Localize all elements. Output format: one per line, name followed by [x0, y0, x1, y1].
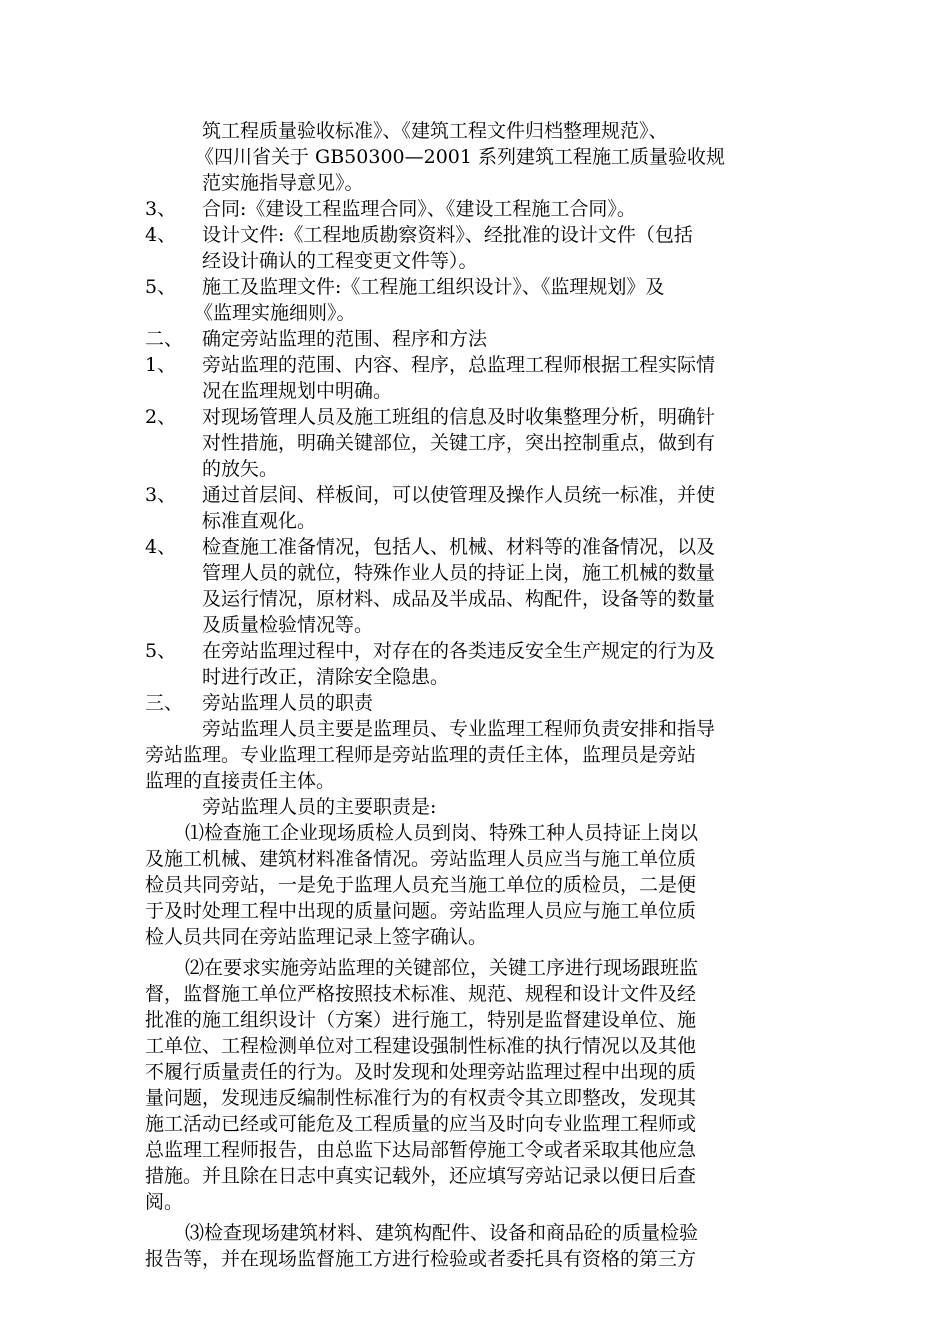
text-line: 施工活动已经或可能危及工程质量的应当及时向专业监理工程师或 [145, 1113, 697, 1135]
item-text: 经设计确认的工程变更文件等）。 [202, 250, 478, 272]
section-number: 二、 [145, 328, 184, 350]
text-line: ⑶检查现场建筑材料、建筑构配件、设备和商品砼的质量检验 [185, 1222, 699, 1244]
text-line: 旁站监理。专业监理工程师是旁站监理的责任主体，监理员是旁站 [145, 744, 697, 766]
text-line: 于及时处理工程中出现的质量问题。旁站监理人员应与施工单位质 [145, 900, 697, 922]
list-item [145, 222, 807, 274]
text-line: 检人员共同在旁站监理记录上签字确认。 [145, 926, 488, 948]
text-line: 监理的直接责任主体。 [145, 770, 336, 792]
text-line: 旁站监理人员的主要职责是: [202, 796, 437, 818]
item-text: 及运行情况，原材料、成品及半成品、构配件，设备等的数量 [202, 588, 716, 610]
list-item [145, 196, 807, 222]
list-item [145, 352, 807, 404]
item-number: 5、 [145, 276, 177, 298]
section-number: 三、 [145, 692, 184, 714]
section-heading [145, 690, 807, 716]
item-text: 检查施工准备情况，包括人、机械、材料等的准备情况，以及 [202, 536, 716, 558]
text-line: 督，监督施工单位严格按照技术标准、规范、规程和设计文件及经 [145, 983, 697, 1005]
text-line: 检员共同旁站，一是免于监理人员充当施工单位的质检员，二是便 [145, 874, 697, 896]
list-item [145, 534, 807, 638]
text-line: 批准的施工组织设计（方案）进行施工，特别是监督建设单位、施 [145, 1009, 697, 1031]
item-text: 管理人员的就位，特殊作业人员的持证上岗，施工机械的数量 [202, 562, 716, 584]
list-item [145, 404, 807, 482]
item-number: 1、 [145, 354, 177, 376]
text-line: 工单位、工程检测单位对工程建设强制性标准的执行情况以及其他 [145, 1035, 697, 1057]
item-text: 的放矢。 [202, 458, 279, 480]
text-line: 《四川省关于 GB50300—2001 系列建筑工程施工质量验收规 [195, 146, 726, 168]
item-text: 对性措施，明确关键部位，关键工序，突出控制重点，做到有 [202, 432, 716, 454]
item-number: 4、 [145, 224, 177, 246]
paragraph-duties-heading [145, 794, 807, 820]
item-text: 设计文件:《工程地质勘察资料》、经批准的设计文件（包括 [202, 224, 693, 246]
item-text: 及质量检验情况等。 [202, 614, 374, 636]
item-text: 《监理实施细则》。 [194, 302, 356, 324]
item-number: 2、 [145, 406, 177, 428]
text-line: 阅。 [145, 1191, 184, 1213]
text-line: 量问题，发现违反编制性标准行为的有权责令其立即整改，发现其 [145, 1087, 697, 1109]
item-text: 对现场管理人员及施工班组的信息及时收集整理分析，明确针 [202, 406, 716, 428]
text-line: ⑴检查施工企业现场质检人员到岗、特殊工种人员持证上岗以 [185, 822, 699, 844]
basis-continuation [145, 118, 807, 196]
paragraph-duty-3 [145, 1220, 807, 1272]
section-title: 确定旁站监理的范围、程序和方法 [202, 328, 488, 350]
item-text: 合同:《建设工程监理合同》、《建设工程施工合同》。 [202, 198, 636, 220]
item-number: 5、 [145, 640, 177, 662]
text-line: 及施工机械、建筑材料准备情况。旁站监理人员应当与施工单位质 [145, 848, 697, 870]
text-line: 范实施指导意见》。 [202, 172, 364, 194]
item-text: 通过首层间、样板间，可以使管理及操作人员统一标准，并使 [202, 484, 716, 506]
paragraph-intro [145, 716, 807, 794]
list-item [145, 638, 807, 690]
section-title: 旁站监理人员的职责 [202, 692, 374, 714]
text-line: 不履行质量责任的行为。及时发现和处理旁站监理过程中出现的质 [145, 1061, 697, 1083]
text-line: 措施。并且除在日志中真实记载外，还应填写旁站记录以便日后查 [145, 1165, 697, 1187]
list-item [145, 274, 807, 326]
item-text: 旁站监理的范围、内容、程序，总监理工程师根据工程实际情 [202, 354, 716, 376]
item-text: 在旁站监理过程中，对存在的各类违反安全生产规定的行为及 [202, 640, 716, 662]
paragraph-duty-2 [145, 955, 807, 1215]
list-item [145, 482, 807, 534]
section-heading [145, 326, 807, 352]
item-number: 3、 [145, 484, 177, 506]
item-text: 施工及监理文件:《工程施工组织设计》、《监理规划》及 [202, 276, 665, 298]
item-text: 标准直观化。 [202, 510, 317, 532]
text-line: 旁站监理人员主要是监理员、专业监理工程师负责安排和指导 [202, 718, 716, 740]
text-line: ⑵在要求实施旁站监理的关键部位，关键工序进行现场跟班监 [185, 957, 699, 979]
text-line: 报告等，并在现场监督施工方进行检验或者委托具有资格的第三方 [145, 1248, 697, 1270]
text-line: 筑工程质量验收标准》、《建筑工程文件归档整理规范》、 [202, 120, 668, 142]
item-number: 3、 [145, 198, 177, 220]
document-page [145, 118, 807, 1272]
paragraph-duty-1 [145, 820, 807, 950]
item-number: 4、 [145, 536, 177, 558]
item-text: 况在监理规划中明确。 [202, 380, 393, 402]
text-line: 总监理工程师报告，由总监下达局部暂停施工令或者采取其他应急 [145, 1139, 697, 1161]
item-text: 时进行改正，清除安全隐患。 [202, 666, 450, 688]
